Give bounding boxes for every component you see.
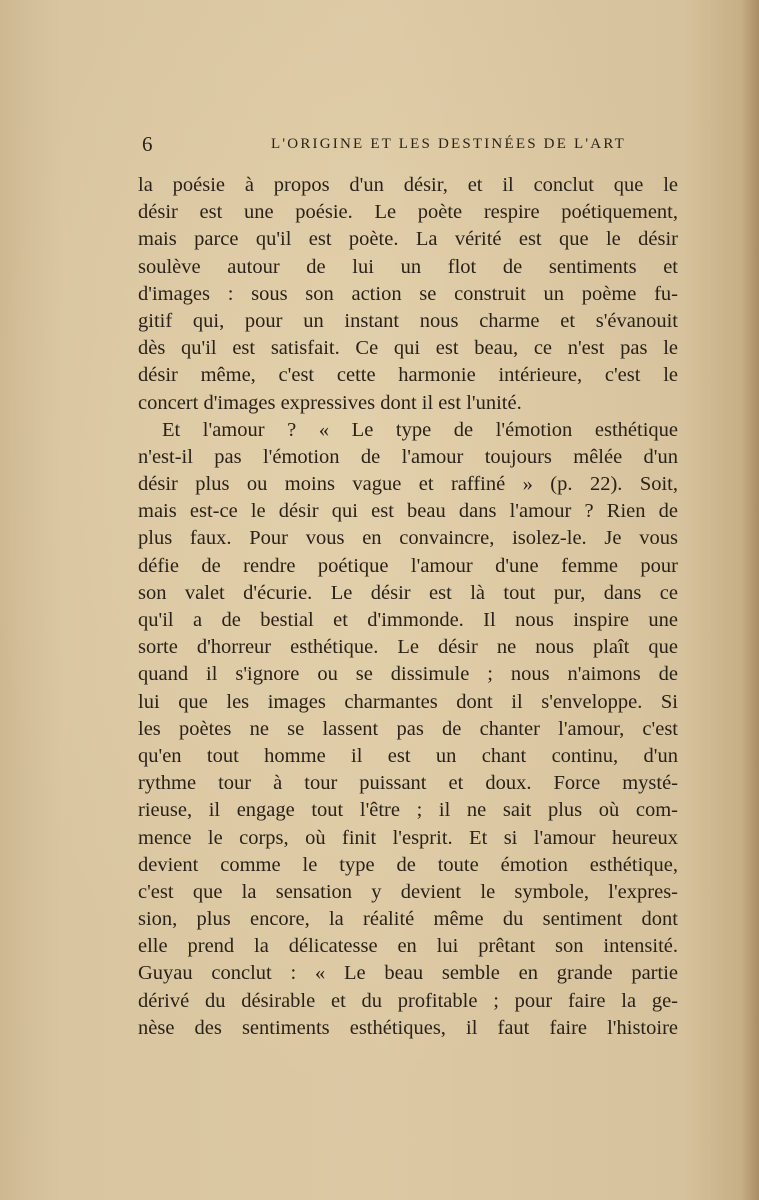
text-line: dérivé du désirable et du profitable ; pour faire la ge- bbox=[138, 989, 678, 1012]
text-line: c'est que la sensation y devient le symbole, l'expres- bbox=[138, 880, 678, 903]
text-line: désir plus ou moins vague et raffiné » (p. 22). Soit, bbox=[138, 473, 678, 496]
text-line: quand il s'ignore ou se dissimule ; nous n'aimons de bbox=[138, 663, 678, 686]
text-line: la poésie à propos d'un désir, et il conclut que le bbox=[138, 174, 678, 196]
text-line: désir est une poésie. Le poète respire poétiquement, bbox=[138, 201, 678, 224]
text-line: Guyau conclut : « Le beau semble en grande partie bbox=[138, 962, 678, 985]
text-line: mence le corps, où finit l'esprit. Et si l'amour heureux bbox=[138, 826, 678, 849]
text-line: rythme tour à tour puissant et doux. Force mysté- bbox=[138, 772, 678, 795]
body-text bbox=[138, 172, 678, 1042]
text-line: soulève autour de lui un flot de sentiments et bbox=[138, 255, 678, 278]
text-line: gitif qui, pour un instant nous charme et s'évanouit bbox=[138, 309, 678, 332]
text-line: sorte d'horreur esthétique. Le désir ne nous plaît que bbox=[138, 636, 678, 659]
text-line: dès qu'il est satisfait. Ce qui est beau, ce n'est pas le bbox=[138, 337, 678, 360]
text-line: plus faux. Pour vous en convaincre, isolez-le. Je vous bbox=[138, 527, 678, 550]
page-number: 6 bbox=[142, 132, 153, 156]
text-line: qu'en tout homme il est un chant continu, d'un bbox=[138, 744, 678, 767]
text-line: elle prend la délicatesse en lui prêtant son intensité. bbox=[138, 935, 678, 958]
running-title: L'ORIGINE ET LES DESTINÉES DE L'ART bbox=[271, 136, 626, 152]
text-line: les poètes ne se lassent pas de chanter l'amour, c'est bbox=[138, 717, 678, 740]
page-edge-shadow bbox=[741, 0, 759, 1200]
text-line: d'images : sous son action se construit un poème fu- bbox=[138, 282, 678, 305]
text-line: rieuse, il engage tout l'être ; il ne sait plus où com- bbox=[138, 799, 678, 822]
text-line: n'est-il pas l'émotion de l'amour toujours mêlée d'un bbox=[138, 445, 678, 468]
text-line: mais parce qu'il est poète. La vérité est que le désir bbox=[138, 228, 678, 251]
text-line: concert d'images expressives dont il est l'unité. bbox=[138, 391, 522, 414]
text-line: Et l'amour ? « Le type de l'émotion esthétique bbox=[162, 418, 678, 441]
text-line: qu'il a de bestial et d'immonde. Il nous inspire une bbox=[138, 609, 678, 631]
text-line: nèse des sentiments esthétiques, il faut faire l'histoire bbox=[138, 1016, 678, 1039]
text-line: mais est-ce le désir qui est beau dans l'amour ? Rien de bbox=[138, 500, 678, 523]
page-header bbox=[142, 132, 626, 158]
text-line: désir même, c'est cette harmonie intérieure, c'est le bbox=[138, 364, 678, 387]
text-line: son valet d'écurie. Le désir est là tout pur, dans ce bbox=[138, 581, 678, 604]
text-line: devient comme le type de toute émotion esthétique, bbox=[138, 853, 678, 876]
text-line: lui que les images charmantes dont il s'enveloppe. Si bbox=[138, 690, 678, 713]
text-line: sion, plus encore, la réalité même du sentiment dont bbox=[138, 908, 678, 931]
text-line: défie de rendre poétique l'amour d'une femme pour bbox=[138, 554, 678, 577]
